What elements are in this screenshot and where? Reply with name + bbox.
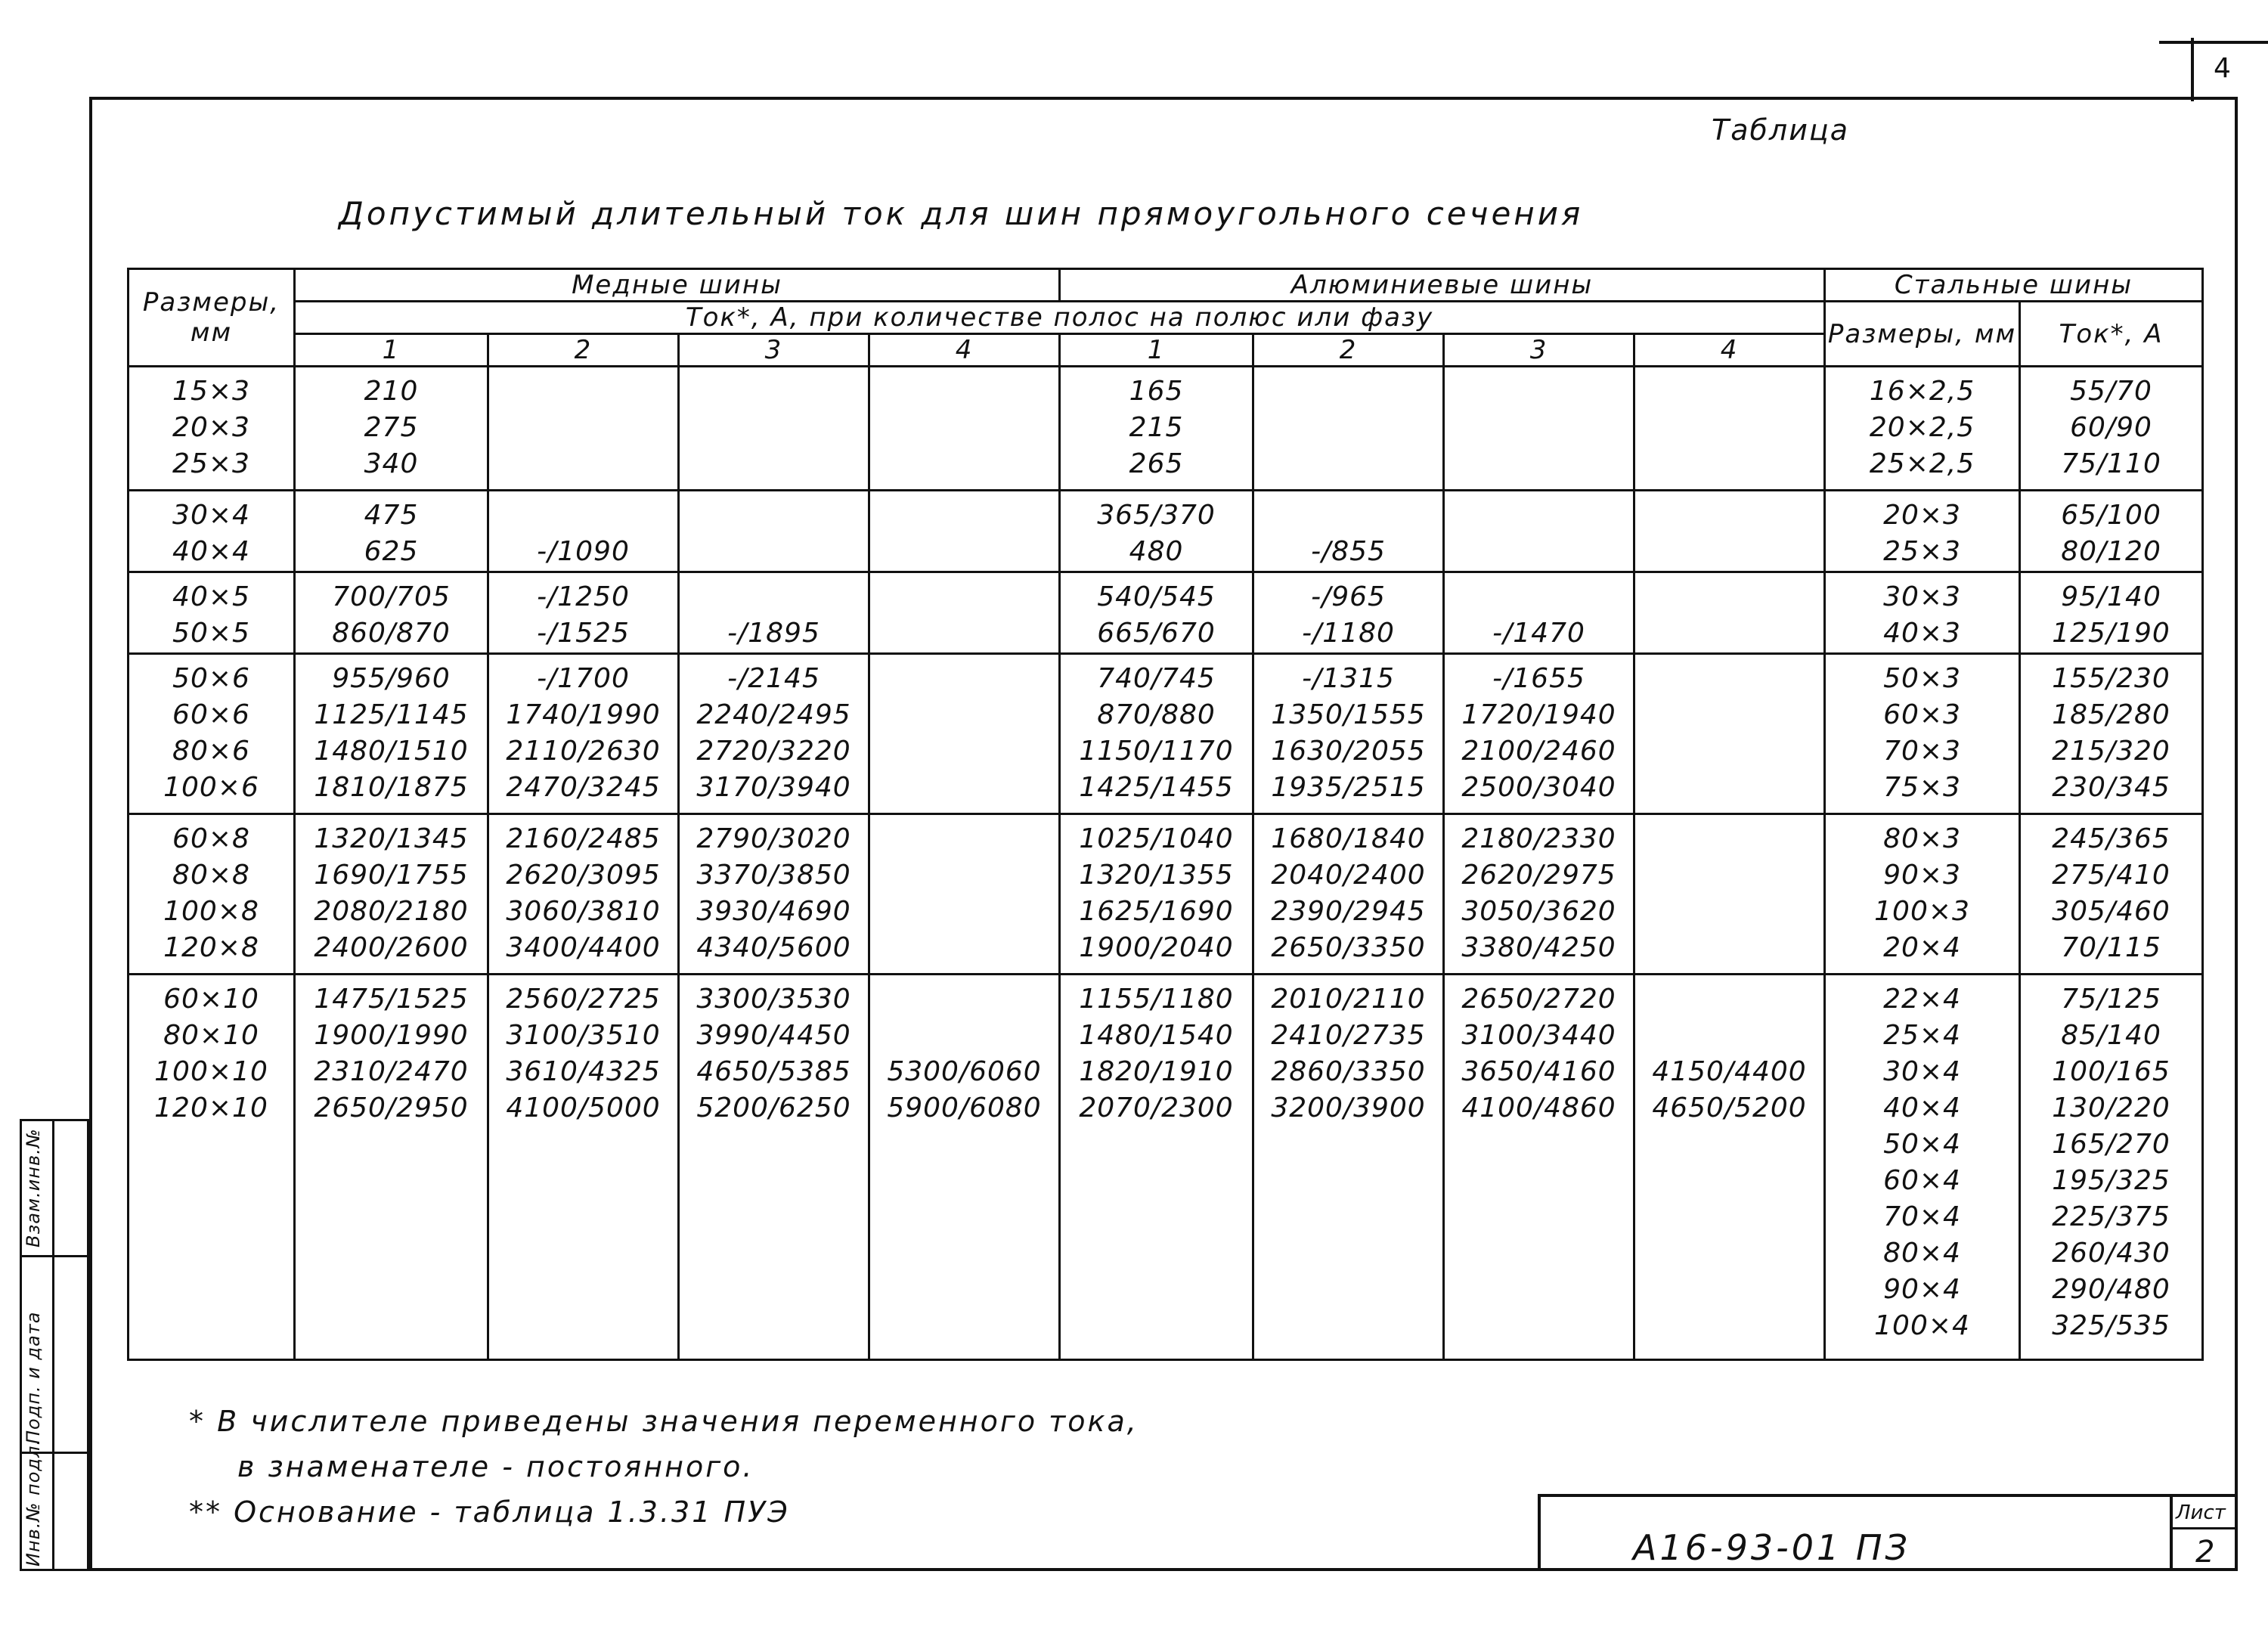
cell-value: -/855: [1311, 536, 1386, 567]
cell-value: 4100/5000: [506, 1092, 661, 1123]
steel-current-cell: [2020, 654, 2203, 814]
copper-cell: [679, 654, 869, 814]
cell-value: -/1470: [1492, 618, 1585, 649]
cell-value: [1254, 497, 1442, 534]
steel-size-cell: [1825, 572, 2020, 654]
cell-value: 3060/3810: [506, 896, 661, 927]
cell-value: 3050/3620: [1461, 896, 1616, 927]
size-cell: [129, 367, 295, 491]
cell-value: 100/165: [2052, 1056, 2170, 1087]
cu-col-2: 2: [488, 334, 679, 367]
cell-value: 1155/1180: [1079, 984, 1234, 1015]
table-row: [129, 814, 2203, 975]
cell-value: 1480/1510: [314, 736, 469, 767]
cell-value: 60×6: [172, 699, 250, 730]
cell-value: 70/115: [2061, 932, 2161, 963]
cell-value: 340: [364, 448, 419, 479]
cell-value: 1025/1040: [1079, 823, 1234, 854]
cell-value: [870, 981, 1058, 1018]
cell-value: 2650/2720: [1461, 984, 1616, 1015]
cell-value: -/1895: [727, 618, 820, 649]
cell-value: 80×8: [172, 860, 250, 891]
size-cell: [129, 654, 295, 814]
cell-value: 365/370: [1097, 500, 1216, 531]
cell-value: 215/320: [2052, 736, 2170, 767]
sizes-header: Размеры, мм: [129, 269, 295, 367]
cell-value: -/2145: [727, 663, 820, 694]
document-code: А16-93-01 ПЗ: [1633, 1527, 1910, 1568]
cell-value: 5900/6080: [887, 1092, 1042, 1123]
copper-cell: [295, 814, 488, 975]
aluminum-cell: [1253, 367, 1444, 491]
copper-cell: [869, 814, 1060, 975]
cell-value: 4650/5200: [1652, 1092, 1807, 1123]
cell-value: 50×3: [1883, 663, 1961, 694]
cell-value: 40×4: [172, 536, 250, 567]
cell-value: 85/140: [2061, 1020, 2161, 1051]
steel-current-cell: [2020, 814, 2203, 975]
table-label: Таблица: [1712, 113, 1850, 147]
copper-cell: [869, 491, 1060, 572]
cell-value: 25×3: [1883, 536, 1961, 567]
strip-divider: [20, 1255, 89, 1257]
copper-cell: [679, 814, 869, 975]
cell-value: 16×2,5: [1869, 376, 1975, 407]
aluminum-cell: [1060, 491, 1253, 572]
footnote-1-cont: в знаменателе - постоянного.: [237, 1450, 754, 1483]
cell-value: 185/280: [2052, 699, 2170, 730]
size-cell: [129, 975, 295, 1360]
cell-value: 60×10: [163, 984, 259, 1015]
cell-value: 60/90: [2070, 412, 2152, 443]
steel-current-header: Ток*, А: [2020, 302, 2203, 367]
cell-value: 90×3: [1883, 860, 1961, 891]
aluminum-cell: [1060, 654, 1253, 814]
cell-value: 65/100: [2061, 500, 2161, 531]
cell-value: 2110/2630: [506, 736, 661, 767]
aluminum-cell: [1253, 814, 1444, 975]
cell-value: 1740/1990: [506, 699, 661, 730]
cell-value: 625: [364, 536, 419, 567]
cu-col-1: 1: [295, 334, 488, 367]
copper-cell: [488, 975, 679, 1360]
cell-value: 40×5: [172, 581, 250, 612]
current-table: [127, 268, 2204, 1361]
copper-cell: [869, 975, 1060, 1360]
cell-value: 15×3: [172, 376, 250, 407]
steel-size-cell: [1825, 975, 2020, 1360]
cell-value: [489, 497, 677, 534]
cell-value: 860/870: [332, 618, 451, 649]
cell-value: 4100/4860: [1461, 1092, 1616, 1123]
aluminum-cell: [1444, 975, 1634, 1360]
cell-value: 100×10: [154, 1056, 268, 1087]
cell-value: 90×4: [1883, 1274, 1961, 1305]
cell-value: 325/535: [2052, 1310, 2170, 1341]
cell-value: 70×3: [1883, 736, 1961, 767]
cell-value: 80×10: [163, 1020, 259, 1051]
cell-value: 1690/1755: [314, 860, 469, 891]
cell-value: 2500/3040: [1461, 772, 1616, 803]
cell-value: -/965: [1311, 581, 1386, 612]
cell-value: 95/140: [2061, 581, 2161, 612]
cell-value: 50×6: [172, 663, 250, 694]
footnote-2: ** Основание - таблица 1.3.31 ПУЭ: [189, 1495, 790, 1529]
table-row: [129, 572, 2203, 654]
cu-col-3: 3: [679, 334, 869, 367]
cell-value: 4150/4400: [1652, 1056, 1807, 1087]
cell-value: 5200/6250: [696, 1092, 851, 1123]
steel-sizes-header: Размеры, мм: [1825, 302, 2020, 367]
cell-value: 40×4: [1883, 1092, 1961, 1123]
copper-cell: [869, 367, 1060, 491]
table-row: [129, 975, 2203, 1360]
cell-value: 80×3: [1883, 823, 1961, 854]
table-row: [129, 654, 2203, 814]
al-col-2: 2: [1253, 334, 1444, 367]
cell-value: 2010/2110: [1271, 984, 1426, 1015]
cell-value: 75/125: [2061, 984, 2161, 1015]
copper-cell: [869, 654, 1060, 814]
al-col-3: 3: [1444, 334, 1634, 367]
cell-value: 2650/3350: [1271, 932, 1426, 963]
aluminum-cell: [1444, 491, 1634, 572]
copper-cell: [869, 572, 1060, 654]
cell-value: 3610/4325: [506, 1056, 661, 1087]
aluminum-cell: [1444, 367, 1634, 491]
cell-value: 195/325: [2052, 1165, 2170, 1196]
cell-value: 60×4: [1883, 1165, 1961, 1196]
aluminum-cell: [1444, 572, 1634, 654]
cell-value: 1320/1355: [1079, 860, 1234, 891]
cell-value: 40×3: [1883, 618, 1961, 649]
aluminum-cell: [1634, 491, 1825, 572]
cell-value: 55/70: [2070, 376, 2152, 407]
cell-value: 245/365: [2052, 823, 2170, 854]
aluminum-cell: [1253, 654, 1444, 814]
aluminum-cell: [1060, 367, 1253, 491]
cell-value: 740/745: [1097, 663, 1216, 694]
cell-value: -/1700: [537, 663, 630, 694]
cell-value: 305/460: [2052, 896, 2170, 927]
cell-value: 275: [364, 412, 419, 443]
copper-cell: [679, 491, 869, 572]
cell-value: 2240/2495: [696, 699, 851, 730]
size-cell: [129, 572, 295, 654]
cell-value: 1630/2055: [1271, 736, 1426, 767]
cell-value: -/1655: [1492, 663, 1585, 694]
cell-value: 2040/2400: [1271, 860, 1426, 891]
cell-value: 665/670: [1097, 618, 1216, 649]
aluminum-cell: [1634, 654, 1825, 814]
cell-value: 2620/3095: [506, 860, 661, 891]
cell-value: 1425/1455: [1079, 772, 1234, 803]
steel-size-cell: [1825, 654, 2020, 814]
cell-value: 50×5: [172, 618, 250, 649]
cell-value: 3990/4450: [696, 1020, 851, 1051]
cell-value: 265: [1129, 448, 1184, 479]
cell-value: 155/230: [2052, 663, 2170, 694]
cell-value: 80×4: [1883, 1238, 1961, 1269]
cell-value: [1445, 579, 1633, 615]
cell-value: 70×4: [1883, 1201, 1961, 1232]
cell-value: 1320/1345: [314, 823, 469, 854]
cell-value: 25×4: [1883, 1020, 1961, 1051]
cell-value: 25×2,5: [1869, 448, 1975, 479]
copper-cell: [295, 491, 488, 572]
aluminum-cell: [1634, 367, 1825, 491]
cell-value: 2560/2725: [506, 984, 661, 1015]
cell-value: -/1525: [537, 618, 630, 649]
cell-value: 1720/1940: [1461, 699, 1616, 730]
footnote-1: * В числителе приведены значения переменного тока,: [189, 1405, 1139, 1438]
aluminum-header: Алюминиевые шины: [1060, 269, 1825, 302]
aluminum-cell: [1444, 814, 1634, 975]
table-row: [129, 491, 2203, 572]
cell-value: 225/375: [2052, 1201, 2170, 1232]
cell-value: 2400/2600: [314, 932, 469, 963]
cell-value: 1810/1875: [314, 772, 469, 803]
cell-value: 1820/1910: [1079, 1056, 1234, 1087]
cell-value: 30×4: [1883, 1056, 1961, 1087]
cell-value: 3170/3940: [696, 772, 851, 803]
steel-current-cell: [2020, 367, 2203, 491]
cell-value: 120×8: [163, 932, 259, 963]
aluminum-cell: [1253, 491, 1444, 572]
copper-cell: [488, 491, 679, 572]
cell-value: 25×3: [172, 448, 250, 479]
cell-value: 2410/2735: [1271, 1020, 1426, 1051]
cell-value: 130/220: [2052, 1092, 2170, 1123]
cell-value: [680, 579, 868, 615]
cell-value: [1635, 1018, 1823, 1054]
cell-value: -/1250: [537, 581, 630, 612]
cell-value: [1635, 981, 1823, 1018]
table-row: [129, 367, 2203, 491]
current-header: Ток*, А, при количестве полос на полюс или фазу: [295, 302, 1825, 334]
cell-value: 275/410: [2052, 860, 2170, 891]
cell-value: 2650/2950: [314, 1092, 469, 1123]
cell-value: 3400/4400: [506, 932, 661, 963]
cell-value: 210: [364, 376, 419, 407]
cell-value: 1475/1525: [314, 984, 469, 1015]
copper-cell: [679, 367, 869, 491]
cell-value: 2390/2945: [1271, 896, 1426, 927]
copper-header: Медные шины: [295, 269, 1060, 302]
cell-value: 290/480: [2052, 1274, 2170, 1305]
cell-value: 20×2,5: [1869, 412, 1975, 443]
aluminum-cell: [1060, 572, 1253, 654]
steel-header: Стальные шины: [1825, 269, 2203, 302]
cell-value: 870/880: [1097, 699, 1216, 730]
cell-value: 100×6: [163, 772, 259, 803]
cell-value: 700/705: [332, 581, 451, 612]
cell-value: 230/345: [2052, 772, 2170, 803]
al-col-4: 4: [1634, 334, 1825, 367]
sheet-label: Лист: [2176, 1501, 2226, 1524]
cell-value: 3930/4690: [696, 896, 851, 927]
cell-value: 165: [1129, 376, 1184, 407]
cell-value: 75×3: [1883, 772, 1961, 803]
cell-value: 1125/1145: [314, 699, 469, 730]
cell-value: 50×4: [1883, 1129, 1961, 1160]
footnotes: [189, 1399, 1139, 1535]
cell-value: 5300/6060: [887, 1056, 1042, 1087]
table-title: Допустимый длительный ток для шин прямоугольного сечения: [339, 195, 1584, 232]
aluminum-cell: [1444, 654, 1634, 814]
cell-value: 480: [1129, 536, 1184, 567]
strip-label-replacement: Взам.инв.№: [23, 1128, 44, 1247]
copper-cell: [295, 975, 488, 1360]
cell-value: 80×6: [172, 736, 250, 767]
cell-value: 260/430: [2052, 1238, 2170, 1269]
cell-value: -/1315: [1302, 663, 1395, 694]
al-col-1: 1: [1060, 334, 1253, 367]
cell-value: 2470/3245: [506, 772, 661, 803]
cell-value: 22×4: [1883, 984, 1961, 1015]
page-number: 4: [2191, 38, 2266, 101]
cu-col-4: 4: [869, 334, 1060, 367]
copper-cell: [679, 975, 869, 1360]
cell-value: 100×8: [163, 896, 259, 927]
cell-value: 540/545: [1097, 581, 1216, 612]
copper-cell: [488, 654, 679, 814]
cell-value: 1900/1990: [314, 1020, 469, 1051]
table-body: [129, 367, 2203, 1360]
cell-value: 2100/2460: [1461, 736, 1616, 767]
cell-value: 1480/1540: [1079, 1020, 1234, 1051]
cell-value: 3100/3440: [1461, 1020, 1616, 1051]
cell-value: 80/120: [2061, 536, 2161, 567]
cell-value: 30×3: [1883, 581, 1961, 612]
cell-value: 60×3: [1883, 699, 1961, 730]
aluminum-cell: [1253, 572, 1444, 654]
cell-value: 1935/2515: [1271, 772, 1426, 803]
cell-value: 3650/4160: [1461, 1056, 1616, 1087]
copper-cell: [488, 572, 679, 654]
cell-value: 125/190: [2052, 618, 2170, 649]
sheet-number: 2: [2195, 1535, 2215, 1570]
cell-value: 1625/1690: [1079, 896, 1234, 927]
copper-cell: [679, 572, 869, 654]
cell-value: 3200/3900: [1271, 1092, 1426, 1123]
cell-value: 75/110: [2061, 448, 2161, 479]
cell-value: 100×4: [1874, 1310, 1970, 1341]
aluminum-cell: [1060, 814, 1253, 975]
copper-cell: [295, 654, 488, 814]
cell-value: 60×8: [172, 823, 250, 854]
cell-value: 20×3: [1883, 500, 1961, 531]
cell-value: 120×10: [154, 1092, 268, 1123]
cell-value: 2160/2485: [506, 823, 661, 854]
copper-cell: [488, 814, 679, 975]
cell-value: 955/960: [332, 663, 451, 694]
cell-value: 100×3: [1874, 896, 1970, 927]
strip-label-inventory: Инв.№ подл.: [23, 1439, 44, 1567]
cell-value: 4650/5385: [696, 1056, 851, 1087]
sheet-line: [2170, 1527, 2238, 1529]
cell-value: 4340/5600: [696, 932, 851, 963]
cell-value: 1900/2040: [1079, 932, 1234, 963]
cell-value: 3100/3510: [506, 1020, 661, 1051]
cell-value: -/1180: [1302, 618, 1395, 649]
steel-size-cell: [1825, 814, 2020, 975]
aluminum-cell: [1634, 572, 1825, 654]
aluminum-cell: [1634, 814, 1825, 975]
cell-value: 1150/1170: [1079, 736, 1234, 767]
copper-cell: [488, 367, 679, 491]
cell-value: 3370/3850: [696, 860, 851, 891]
cell-value: 1680/1840: [1271, 823, 1426, 854]
cell-value: 2860/3350: [1271, 1056, 1426, 1087]
cell-value: 2310/2470: [314, 1056, 469, 1087]
cell-value: 3300/3530: [696, 984, 851, 1015]
cell-value: 165/270: [2052, 1129, 2170, 1160]
size-cell: [129, 491, 295, 572]
cell-value: 3380/4250: [1461, 932, 1616, 963]
cell-value: 30×4: [172, 500, 250, 531]
cell-value: 2790/3020: [696, 823, 851, 854]
cell-value: -/1090: [537, 536, 630, 567]
cell-value: 1350/1555: [1271, 699, 1426, 730]
cell-value: 20×4: [1883, 932, 1961, 963]
steel-current-cell: [2020, 572, 2203, 654]
copper-cell: [295, 367, 488, 491]
cell-value: 2180/2330: [1461, 823, 1616, 854]
cell-value: [870, 1018, 1058, 1054]
aluminum-cell: [1060, 975, 1253, 1360]
aluminum-cell: [1634, 975, 1825, 1360]
copper-cell: [295, 572, 488, 654]
cell-value: 20×3: [172, 412, 250, 443]
aluminum-cell: [1253, 975, 1444, 1360]
cell-value: 2720/3220: [696, 736, 851, 767]
steel-current-cell: [2020, 491, 2203, 572]
cell-value: 475: [364, 500, 419, 531]
cell-value: 2070/2300: [1079, 1092, 1234, 1123]
steel-size-cell: [1825, 491, 2020, 572]
cell-value: 215: [1129, 412, 1184, 443]
steel-size-cell: [1825, 367, 2020, 491]
size-cell: [129, 814, 295, 975]
cell-value: 2080/2180: [314, 896, 469, 927]
steel-current-cell: [2020, 975, 2203, 1360]
strip-label-signature: Подп. и дата: [23, 1311, 44, 1444]
cell-value: 2620/2975: [1461, 860, 1616, 891]
